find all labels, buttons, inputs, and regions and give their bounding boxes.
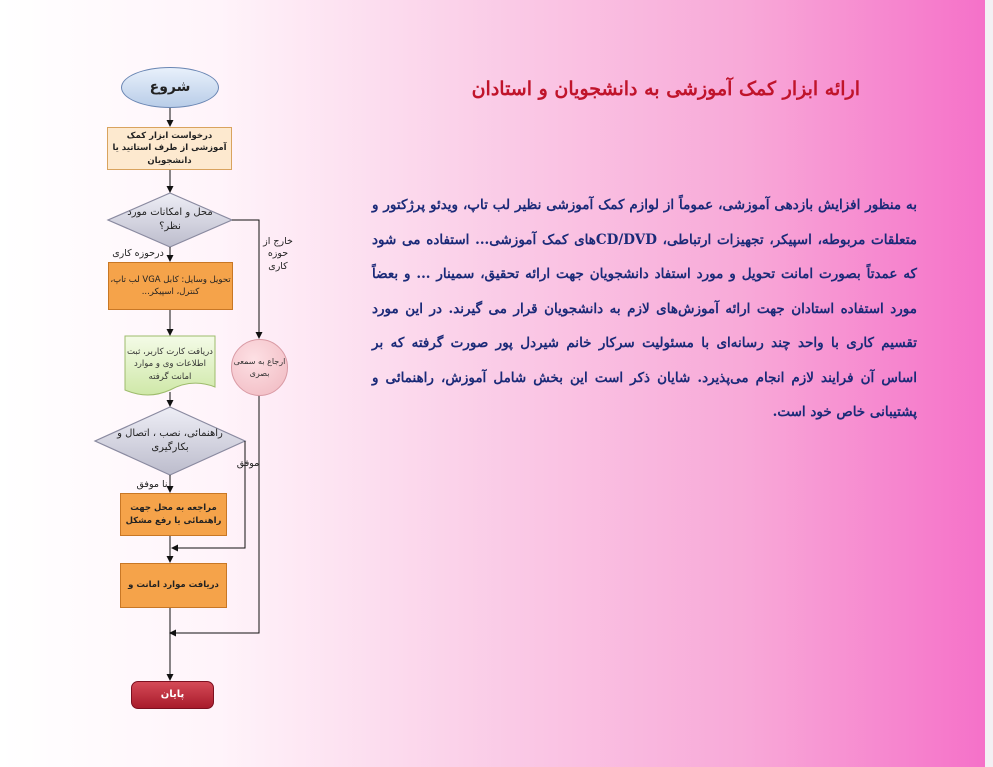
label-fail: نا موفق xyxy=(136,479,168,490)
label-in-scope: درحوزه کاری xyxy=(112,248,164,259)
decision-guide: راهنمائی، نصب ، اتصال و بکارگیری xyxy=(117,427,223,453)
label-out-scope: خارج از حوزه کاری xyxy=(263,236,293,272)
deliver-step: تحویل وسایل: کابل VGA لب تاپ، کنترل، اسپیکر... xyxy=(108,262,233,310)
refer-av-step: ارجاع به سمعی بصری xyxy=(231,339,288,396)
page-title: ارائه ابزار کمک آموزشی به دانشجویان و استادان xyxy=(471,78,860,100)
resolve-step: مراجعه به محل جهت راهنمائی یا رفع مشکل xyxy=(120,493,227,536)
decision-location: محل و امکانات مورد نظر؟ xyxy=(127,206,213,232)
receive-step: دریافت موارد امانت و xyxy=(120,563,227,608)
label-success: موفق xyxy=(236,458,260,469)
start-node: شروع xyxy=(121,67,219,108)
request-step: درخواست ابزار کمک آموزشی از طرف استاتید یا دانشجویان xyxy=(107,127,232,170)
end-node: پایان xyxy=(131,681,214,709)
card-step: دریافت کارت کاربر، ثبت اطلاعات وی و موارد امانت گرفته xyxy=(127,347,213,382)
description-paragraph: به منظور افزایش بازدهی آموزشی، عموماً از لوازم کمک آموزشی نظیر لب تاپ، ویدئو پرژکتور و متعلقات مربوطه، اسپیکر، تجهیزات ارتباطی، CD/DVDهای کمک آموزشی... استفاده می شود که عمدتاً بصورت امانت تحویل و مورد استفاد دانشجویان جهت ارائه تحقیق، سمینار ... و بعضاً مورد استفاده استادان جهت ارائه آموزش‌های لازم به دانشجویان قرار می گیرند. در این مورد تقسیم کاری با واحد چند رسانه‌ای با مسئولیت سرکار خانم شیردل پور صورت گرفته که بر اساس آن فرایند لازم انجام می‌پذیرد. شایان ذکر است این بخش شامل آموزش، راهنمائی و پشتیبانی خاص خود است. xyxy=(372,197,917,420)
